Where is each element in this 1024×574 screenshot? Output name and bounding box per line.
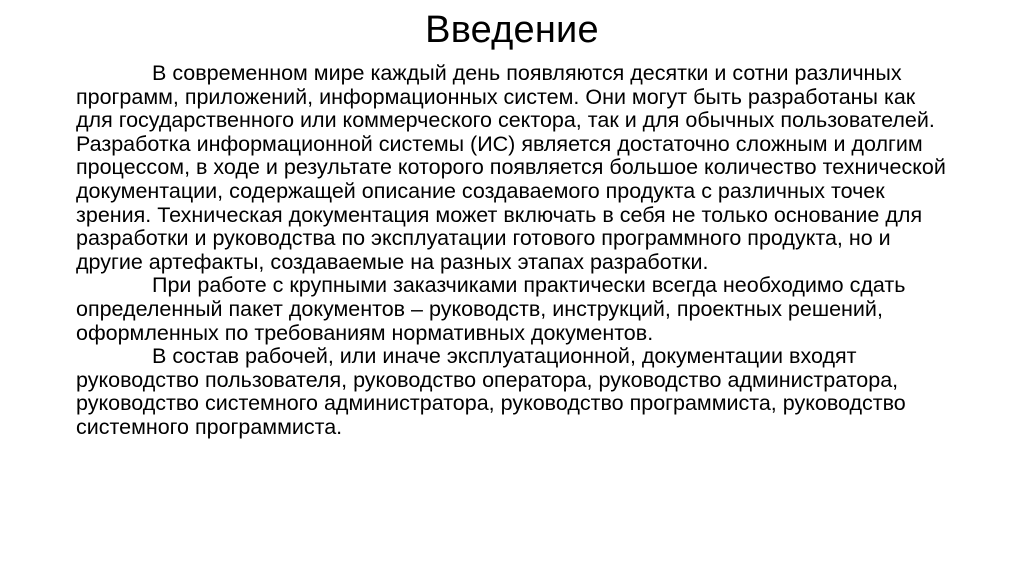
- body-paragraph-2: При работе с крупными заказчиками практически всегда необходимо сдать определенный пакет документов – руководств, инструкций, проектных решений, оформленных по требованиям нормативных документов.: [76, 273, 906, 345]
- slide-body: [76, 62, 956, 440]
- body-paragraph-3: В состав рабочей, или иначе эксплуатационной, документации входят руководство пользователя, руководство оператора, руководство администратора, руководство системного администратора, руководство программиста, руководство системного программиста.: [76, 344, 906, 439]
- body-paragraph-1: В современном мире каждый день появляются десятки и сотни различных программ, приложений, информационных систем. Они могут быть разработаны как для государственного или коммерческого сектора, так и для обычных пользователей. Разработка информационной системы (ИС) является достаточно сложным и долгим процессом, в ходе и результате которого появляется большое количество технической документации, содержащей описание создаваемого продукта с различных точек зрения. Техническая документация может включать в себя не только основание для разработки и руководства по эксплуатации готового программного продукта, но и другие артефакты, создаваемые на разных этапах разработки.: [76, 61, 946, 274]
- slide-title: Введение: [425, 9, 599, 51]
